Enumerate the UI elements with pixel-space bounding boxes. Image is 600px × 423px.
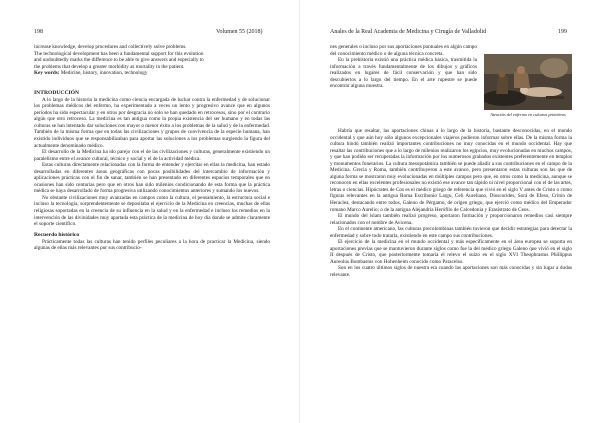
abstract-line: The technological development has been a fundamental support for this evolution	[34, 50, 204, 57]
body-paragraph: El mundo del islam también realizó progreso, aportaron formación y proporcionaron remedios casi siempre relacionados con el nombre de Avicena.	[330, 213, 572, 226]
figure-photo	[484, 54, 572, 110]
abstract-line: and undoubtedly marks the difference to be able to give answers and especially to	[34, 57, 204, 64]
right-narrow-column	[330, 44, 477, 90]
body-paragraph: El ejercicio de la medicina en el mundo occidental y más específicamente en el área europea se soporta en aportaciones previas que se mantuvieron durante siglos como fue la del médico griego Galeno que vivió en el siglo II después de Cristo, que posteriormente tomaría el relevo el suizo en el siglo XVI Theophrastus Phillippus Aureolus Bombastus von Hohenheim conocido como Paracelso.	[330, 239, 572, 265]
body-paragraph: No obstante civilizaciones muy avanzadas en campos como la cultura, el pensamiento, la estructura social e incluso la tecnología, sorprendentemente se depositaba el ejercicio de la Medicina en creencias, muchas de ellas religiosas soportadas en la creencia de su influencia en la salud y en la enfermedad e incluso los remedios en la intervención de las divinidades muy apartada esta práctica de la medicina de hoy día donde se admite claramente el soporte científico.	[34, 194, 270, 228]
abstract-line: the problems that develop a greater morbidity as mortality in the patient.	[34, 63, 185, 70]
body-paragraph: Estas culturas directamente relacionadas con la forma de entender y ejercitar en ellas la medicina, han estado desarrolladas en diferentes áreas geográficas con pocas posibilidades del intercambio de información y aplicaciones prácticas con el fin de sanar, también se han presentado en diferentes espacios temporales que en ocasiones han sido centurias pero que en otros han sido milenios condicionando de esta forma que la práctica médica se haya desarrollado de forma progresiva utilizando conocimientos anteriores y sumando los nuevos.	[34, 162, 270, 195]
abstract-line: increase knowledge, develop procedures and collectively solve problems.	[34, 44, 187, 50]
left-text-column	[34, 44, 270, 252]
abstract-block	[34, 44, 270, 70]
body-paragraph: Prácticamente todas las culturas han tenido perfiles peculiares a la hora de practicar la Medicina, siendo algunas de ellas más relevantes por sus contribucio-	[34, 238, 270, 252]
figure	[484, 54, 572, 117]
right-page-number: 199	[558, 29, 567, 35]
body-paragraph: El desarrollo de la Medicina ha ido parejo con el de las civilizaciones y culturas, generalmente existiendo un paralelismo entre el avance cultural, técnico y social y el de la actividad médica.	[34, 149, 270, 162]
primitive-medicine-illustration	[484, 54, 572, 110]
body-paragraph: En la prehistoria existió una práctica médica básica, trasmitida la información a través fundamentalmente de los dibujos y gráficos realizados en lugares de fácil conservación y que han sido descubiertos a lo largo del tiempo. En el arte rupestre se puede encontrar alguna muestra.	[330, 57, 477, 90]
body-paragraph: nes generales o incluso por sus aportaciones puntuales en algún campo del conocimiento médico o de alguna técnica concreta.	[330, 44, 477, 57]
right-wide-column	[330, 128, 572, 279]
subsection-title: Recuerdo histórico	[34, 231, 80, 238]
left-page-number: 198	[34, 29, 43, 35]
keywords-label: Key words:	[34, 70, 60, 77]
right-running-head: Anales de la Real Academia de Medicina y Cirugía de Valladolid	[330, 29, 487, 35]
keywords-text: Medicine, history, innovation, technology	[60, 70, 148, 77]
body-paragraph: En el continente americano, las culturas precolombinas también tuvieron que decidir estrategias para detectar la enfermedad y sobre todo tratarla, existiendo en este campo sus contribuciones.	[330, 226, 572, 239]
body-paragraph: Habría que resaltar, las aportaciones chinas a lo largo de la historia, bastante desconocidas, en el mundo occidental y que aún hoy sólo algunos excepcionales viajeros pudieron informar sobre ellas. De la misma forma la cultura hindú también realizó importantes contribuciones no muy conocidas en el mundo occidental. Hay que resaltar las contribuciones que a lo largo de milenios realizaron los egipcios, muy evolucionadas en muchos campos, y que han podido ser recuperadas la información por los numerosos grabados existentes preferentemente en templos y monumentos funerarios. La cultura mesopotámica también se puede añadir a sus contribuciones en el campo de la Medicina. Grecia y Roma, también contribuyeron a este avance, pero presentaron estas culturas son las que de alguna forma se mostraron muy evolucionadas en múltiples campos pero que, en otros como la medicina, aunque se reconocen en ellas excelentes profesionales no existió ese avance tan rápido ni nivel proporcional con el de las artes, letras o ciencias. Hipócrates de Cos es el médico griego de referencia que vivió en el siglo V antes de Cristo o como figuras relevantes en la antigua Roma Escribonio Largo, Celi Aureliano, Dioscorides, Sorá de Efeso, Critón de Heraclea, destacando entre todos, Galeno de Pérgamo, de origen griego, que ejerció como médico del Emperador romano Marco Aurelio; o de la antigua Alejandría Herófilo de Calcedonia y Erasístrato de Ceos.	[330, 128, 572, 213]
left-running-head: Volumen 55 (2018)	[216, 29, 263, 35]
section-title: INTRODUCCIÓN	[34, 89, 80, 96]
body-paragraph: Son en los cuatro últimos siglos de nuestra era cuando las aportaciones son más conocidas y sin lugar a dudas relevante.	[330, 265, 572, 279]
right-page	[300, 0, 600, 423]
body-paragraph: A lo largo de la historia la medicina como ciencia encargada de luchar contra la enfermedad y de solucionar los problemas médicos del enfermo, ha experimentado a veces un lento y progresivo avance que en algunos períodos ha sido espectacular y en otros por desgracia no solo se han quedado en retrocesos, sino por el contrario algún que otro retroceso. La medicina es tan antigua como la propia existencia del ser humano y en todas las culturas se han intentado dar soluciones con mayor o menor éxito a los problemas de la salud y de la enfermedad. También de la misma forma que en todas las civilizaciones y grupos de convivencia de la especie humana, han existido individuos que se responsabilizaban para aportar las soluciones a los problemas surgiendo la figura del actualmente denominado médico.	[34, 96, 270, 149]
figure-caption: Atención del enfermo en culturas primitivas	[490, 112, 566, 117]
